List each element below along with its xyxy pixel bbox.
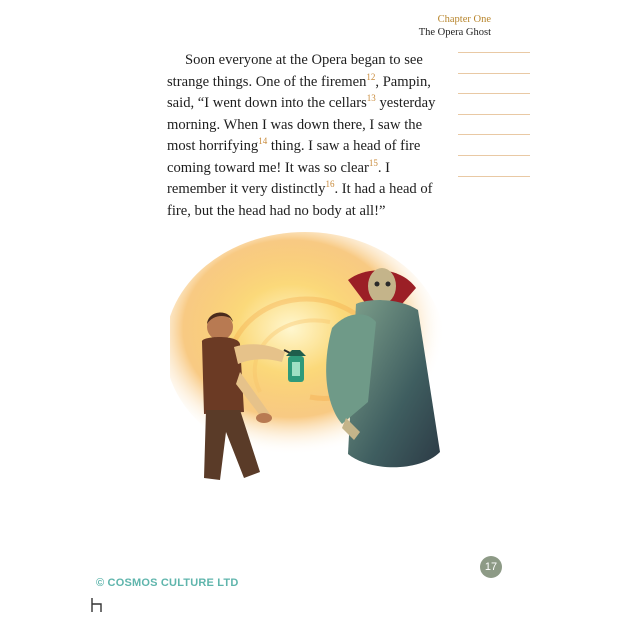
note-line [458, 176, 530, 177]
footnote-marker: 14 [258, 136, 268, 147]
notes-lines [458, 52, 530, 196]
note-line [458, 52, 530, 53]
story-text [167, 50, 452, 222]
chapter-header [419, 13, 491, 39]
footnote-marker: 15 [368, 157, 378, 168]
footnote-marker: 12 [366, 71, 376, 82]
copyright-notice: © COSMOS CULTURE LTD [96, 577, 239, 589]
story-segment: . It had a head of fire, but the head had no body at all!” [167, 181, 433, 219]
note-line [458, 155, 530, 156]
note-line [458, 134, 530, 135]
corner-mark-icon [89, 596, 105, 614]
footnote-marker: 16 [325, 179, 335, 190]
story-segment: yesterday morning. When I was down there, I saw the most horrifying [167, 95, 436, 154]
story-segment: , Pampin, said, “I went down into the cellars [167, 73, 431, 111]
story-segment: . I remember it very distinctly [167, 159, 390, 197]
chapter-title: The Opera Ghost [418, 27, 491, 38]
footnote-marker: 13 [366, 93, 376, 104]
story-segment: Soon everyone at the Opera began to see strange things. One of the firemen [167, 52, 423, 90]
page-number-badge: 17 [480, 556, 502, 578]
note-line [458, 93, 530, 94]
story-segment: thing. I saw a head of fire coming toward me! It was so clear [167, 138, 421, 176]
note-line [458, 114, 530, 115]
note-line [458, 73, 530, 74]
story-paragraph [167, 50, 452, 222]
illustration [170, 232, 470, 502]
chapter-label: Chapter One [437, 14, 491, 25]
